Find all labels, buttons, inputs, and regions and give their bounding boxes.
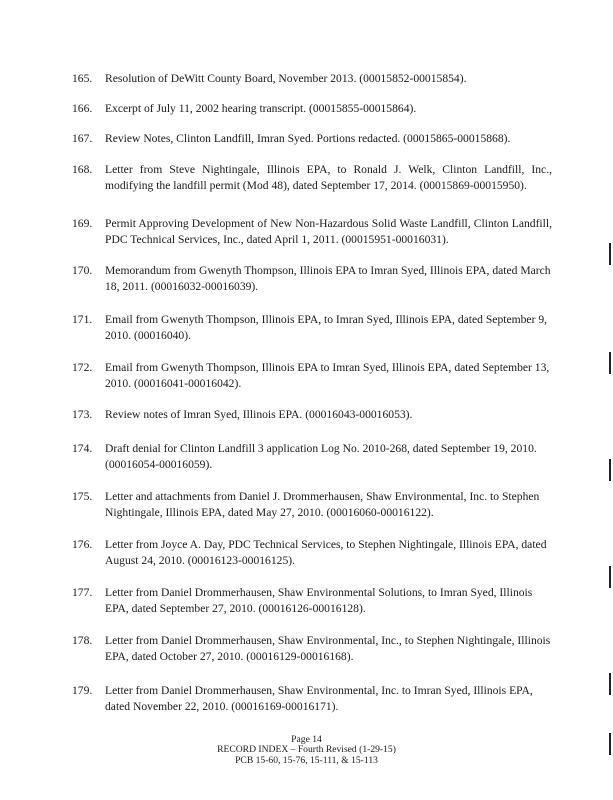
entry-number: 173. [72,408,93,421]
index-entry-169 [72,216,552,247]
index-entry-176 [72,537,552,568]
index-entry-173 [72,407,552,423]
entry-number: 177. [72,586,93,599]
index-entry-166 [72,101,552,117]
entry-text: Review notes of Imran Syed, Illinois EPA. (00016043-00016053). [105,408,413,421]
entry-text: Letter from Daniel Drommerhausen, Shaw Environmental Solutions, to Imran Syed, Illinois EPA, dated September 27, 2010. (00016126-00016128). [105,586,533,615]
index-entry-171 [72,312,552,343]
index-entry-165 [72,71,552,87]
scan-margin-mark [609,243,611,265]
scan-margin-mark [609,459,611,481]
entry-text: Email from Gwenyth Thompson, Illinois EPA to Imran Syed, Illinois EPA, dated September 13, 2010. (00016041-00016042). [105,361,550,390]
entry-text: Excerpt of July 11, 2002 hearing transcript. (00015855-00015864). [105,102,417,115]
entry-text: Letter and attachments from Daniel J. Drommerhausen, Shaw Environmental, Inc. to Stephen Nightingale, Illinois EPA, dated May 27, 2010. (00016060-00016122). [105,490,540,519]
index-entry-177 [72,585,552,616]
entry-number: 165. [72,72,93,85]
entry-text: Draft denial for Clinton Landfill 3 application Log No. 2010-268, dated September 19, 2010. (00016054-00016059). [105,442,537,471]
index-entry-172 [72,360,552,391]
entry-number: 170. [72,264,93,277]
entry-text: Letter from Steve Nightingale, Illinois EPA, to Ronald J. Welk, Clinton Landfill, Inc., modifying the landfill permit (Mod 48), dated September 17, 2014. (00015869-00015950). [105,163,552,192]
entry-text: Memorandum from Gwenyth Thompson, Illinois EPA to Imran Syed, Illinois EPA, dated March 18, 2011. (00016032-00016039). [105,264,551,293]
entry-number: 176. [72,538,93,551]
scan-margin-mark [609,733,611,755]
index-entry-178 [72,633,552,664]
entry-text: Letter from Daniel Drommerhausen, Shaw Environmental, Inc. to Imran Syed, Illinois EPA, dated November 22, 2010. (00016169-00016171). [105,684,533,713]
entry-number: 178. [72,634,93,647]
entry-number: 172. [72,361,93,374]
footer-title: RECORD INDEX – Fourth Revised (1-29-15) [217,744,396,755]
index-entry-179 [72,683,552,714]
scan-margin-mark [609,673,611,695]
scan-margin-mark [609,352,611,374]
index-entry-175 [72,489,552,520]
entry-text: Permit Approving Development of New Non-Hazardous Solid Waste Landfill, Clinton Landfill, PDC Technical Services, Inc., dated April 1, 2011. (00015951-00016031). [105,217,552,246]
entry-number: 171. [72,313,93,326]
entry-number: 169. [72,217,93,230]
page-number: Page 14 [291,734,322,745]
entry-text: Letter from Joyce A. Day, PDC Technical Services, to Stephen Nightingale, Illinois EPA, dated August 24, 2010. (00016123-00016125). [105,538,547,567]
entry-text: Letter from Daniel Drommerhausen, Shaw Environmental, Inc., to Stephen Nightingale, Illinois EPA, dated October 27, 2010. (00016129-00016168). [105,634,551,663]
entry-number: 167. [72,132,93,145]
entry-text: Email from Gwenyth Thompson, Illinois EPA, to Imran Syed, Illinois EPA, dated September 9, 2010. (00016040). [105,313,548,342]
entry-number: 174. [72,442,93,455]
entry-text: Resolution of DeWitt County Board, November 2013. (00015852-00015854). [105,72,467,85]
entry-number: 179. [72,684,93,697]
scan-margin-mark [609,566,611,588]
index-entry-170 [72,263,552,294]
entry-number: 168. [72,163,93,176]
footer-cases: PCB 15-60, 15-76, 15-111, & 15-113 [235,755,378,766]
entry-text: Review Notes, Clinton Landfill, Imran Syed. Portions redacted. (00015865-00015868). [105,132,511,145]
entry-number: 175. [72,490,93,503]
index-entry-174 [72,441,552,472]
index-entry-168 [72,162,552,193]
index-entry-167 [72,131,552,147]
entry-number: 166. [72,102,93,115]
